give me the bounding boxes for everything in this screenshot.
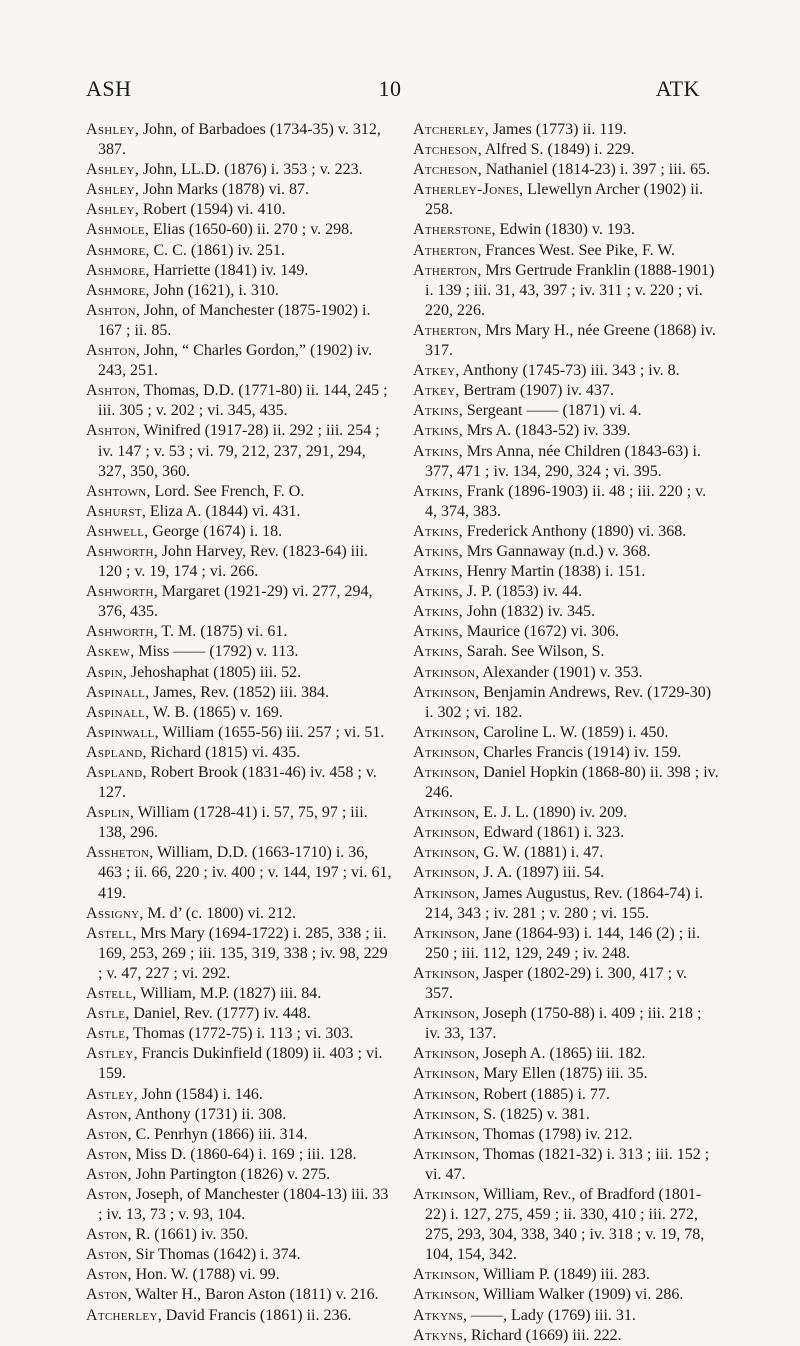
entry-details: , Robert (1594) vi. 410. (134, 201, 286, 219)
entry-details: , John (1584) i. 146. (133, 1085, 263, 1103)
index-entry (413, 562, 719, 582)
entry-name: Ashton (86, 301, 136, 319)
index-entry (413, 241, 719, 261)
entry-details: , Thomas (1798) iv. 212. (475, 1125, 633, 1143)
entry-details: , ——, Lady (1769) iii. 31. (463, 1306, 636, 1324)
header-right-guide-word: ATK (655, 76, 700, 101)
index-entry (413, 1145, 719, 1185)
entry-details: , Nathaniel (1814-23) i. 397 ; iii. 65. (477, 161, 711, 179)
entry-details: , William P. (1849) iii. 283. (475, 1266, 650, 1284)
index-entry (86, 261, 392, 281)
entry-details: , John Marks (1878) vi. 87. (134, 181, 310, 199)
index-entry (86, 1105, 392, 1125)
index-entry (86, 843, 392, 903)
entry-name: Atkins (413, 542, 459, 560)
index-entry (86, 421, 392, 481)
index-entry (86, 1285, 392, 1305)
entry-details: , Alfred S. (1849) i. 229. (477, 141, 635, 159)
entry-name: Atkins (413, 643, 459, 661)
entry-details: , Richard (1815) vi. 435. (142, 743, 301, 761)
entry-name: Aspinall (86, 703, 146, 721)
entry-details: , John, LL.D. (1876) i. 353 ; v. 223. (134, 161, 363, 179)
index-entry (86, 582, 392, 622)
index-entry (86, 1185, 392, 1225)
index-entry (86, 160, 392, 180)
entry-name: Ashton (86, 422, 136, 440)
index-entry (413, 924, 719, 964)
entry-name: Atherstone (413, 221, 492, 239)
entry-name: Asplin (86, 804, 130, 822)
index-entry (86, 1265, 392, 1285)
entry-details: , Frances West. See Pike, F. W. (477, 241, 675, 259)
index-entry (413, 1085, 719, 1105)
entry-name: Askew (86, 643, 131, 661)
entry-name: Atkins (413, 563, 459, 581)
entry-name: Atkins (413, 482, 459, 500)
entry-details: , Bertram (1907) iv. 437. (455, 382, 614, 400)
index-entry (86, 1165, 392, 1185)
entry-details: , John (1832) iv. 345. (458, 603, 596, 621)
index-entry (86, 1125, 392, 1145)
entry-name: Atkinson (413, 663, 476, 681)
index-entry (413, 642, 719, 662)
entry-details: , Mary Ellen (1875) iii. 35. (475, 1065, 648, 1083)
entry-name: Atherley-Jones (413, 181, 520, 199)
entry-name: Aspland (86, 743, 143, 761)
index-entry (86, 703, 392, 723)
entry-details: , C. Penrhyn (1866) iii. 314. (127, 1125, 308, 1143)
index-entry (413, 1265, 719, 1285)
index-entry (413, 823, 719, 843)
index-entry (86, 984, 392, 1004)
index-entry (86, 723, 392, 743)
entry-details: , Mrs Anna, née Children (1843-63) i. 377, 471 ; iv. 134, 290, 324 ; vi. 395. (425, 442, 701, 480)
entry-name: Ashmore (86, 241, 146, 259)
index-entry (86, 803, 392, 843)
entry-details: , T. M. (1875) vi. 61. (153, 623, 288, 641)
entry-name: Ashley (86, 161, 135, 179)
entry-details: , Mrs Mary (1694-1722) i. 285, 338 ; ii. 169, 253, 269 ; iii. 135, 319, 338 ; iv. 98, 229 ; v. 47, 227 ; vi. 292. (98, 924, 388, 982)
entry-name: Aston (86, 1246, 128, 1264)
entry-details: , James (1773) ii. 119. (484, 121, 627, 138)
entry-name: Aston (86, 1185, 128, 1203)
entry-name: Atkey (413, 362, 456, 380)
entry-details: , R. (1661) iv. 350. (127, 1226, 249, 1244)
entry-name: Astley (86, 1085, 134, 1103)
entry-name: Ashwell (86, 522, 145, 540)
entry-details: , Lord. See French, F. O. (146, 482, 305, 500)
entry-name: Aspinwall (86, 723, 155, 741)
entry-name: Ashton (86, 382, 136, 400)
entry-details: , John, “ Charles Gordon,” (1902) iv. 243, 251. (98, 342, 373, 380)
index-entry (413, 663, 719, 683)
entry-details: , Llewellyn Archer (1902) ii. 258. (425, 181, 704, 219)
entry-name: Astle (86, 1005, 126, 1023)
entry-name: Atkins (413, 422, 459, 440)
entry-details: , Sarah. See Wilson, S. (458, 643, 605, 661)
index-entry (86, 1145, 392, 1165)
entry-name: Atcheson (413, 141, 478, 159)
entry-details: , Harriette (1841) iv. 149. (145, 261, 309, 279)
entry-details: , Winifred (1917-28) ii. 292 ; iii. 254 ; iv. 147 ; v. 53 ; vi. 79, 212, 237, 291, 294, 327, 350, 360. (98, 422, 380, 480)
entry-name: Ashley (86, 121, 135, 138)
index-entry (86, 743, 392, 763)
index-entry (86, 542, 392, 582)
entry-name: Atkins (413, 442, 459, 460)
index-entry (86, 904, 392, 924)
entry-details: , Frank (1896-1903) ii. 48 ; iii. 220 ; v. 4, 374, 383. (425, 482, 707, 520)
index-entry (86, 482, 392, 502)
index-entry (413, 763, 719, 803)
entry-details: , E. J. L. (1890) iv. 209. (475, 804, 628, 822)
index-entry (413, 421, 719, 441)
entry-name: Atcherley (413, 121, 485, 138)
entry-name: Ashton (86, 342, 136, 360)
index-entry (413, 261, 719, 321)
entry-name: Astle (86, 1025, 126, 1043)
index-entry (86, 622, 392, 642)
entry-details: , J. A. (1897) iii. 54. (475, 864, 605, 882)
entry-details: , William, D.D. (1663-1710) i. 36, 463 ; ii. 66, 220 ; iv. 400 ; v. 144, 197 ; vi. 61, 419. (98, 844, 392, 902)
entry-name: Atkins (413, 583, 459, 601)
entry-name: Aspin (86, 663, 123, 681)
entry-name: Ashworth (86, 583, 154, 601)
entry-name: Atkinson (413, 864, 476, 882)
entry-name: Atkinson (413, 723, 476, 741)
entry-name: Astell (86, 924, 133, 942)
entry-name: Atkins (413, 603, 459, 621)
entry-details: , John Partington (1826) v. 275. (127, 1165, 331, 1183)
index-entry (413, 884, 719, 924)
entry-name: Atkinson (413, 884, 476, 902)
entry-details: , Margaret (1921-29) vi. 277, 294, 376, 435. (98, 583, 373, 621)
entry-details: , Alexander (1901) v. 353. (475, 663, 643, 681)
entry-details: , S. (1825) v. 381. (475, 1105, 590, 1123)
entry-name: Atkinson (413, 824, 476, 842)
index-entry (413, 1185, 719, 1265)
entry-details: , Walter H., Baron Aston (1811) v. 216. (127, 1286, 379, 1304)
entry-name: Atherton (413, 321, 478, 339)
entry-details: , C. C. (1861) iv. 251. (145, 241, 285, 259)
entry-details: , Jasper (1802-29) i. 300, 417 ; v. 357. (425, 964, 688, 1003)
entry-details: , Elias (1650-60) ii. 270 ; v. 298. (144, 221, 354, 239)
entry-name: Atkinson (413, 1286, 476, 1304)
entry-details: , William Walker (1909) vi. 286. (475, 1286, 684, 1304)
index-entry (413, 1285, 719, 1305)
index-entry (86, 683, 392, 703)
entry-name: Aspinall (86, 683, 146, 701)
entry-details: , Thomas (1772-75) i. 113 ; vi. 303. (125, 1025, 354, 1043)
entry-name: Atkinson (413, 1085, 476, 1103)
entry-details: , Thomas (1821-32) i. 313 ; iii. 152 ; vi. 47. (425, 1145, 710, 1183)
entry-name: Atkinson (413, 1185, 476, 1203)
index-entry (413, 361, 719, 381)
index-entry (86, 341, 392, 381)
index-entry (413, 622, 719, 642)
entry-name: Atherton (413, 241, 478, 259)
entry-name: Atkins (413, 522, 459, 540)
index-entry (413, 964, 719, 1004)
entry-name: Ashtown (86, 482, 147, 500)
entry-name: Atcheson (413, 161, 478, 179)
index-column-left (86, 120, 392, 1326)
index-column-right (413, 120, 719, 1346)
index-entry (86, 1044, 392, 1084)
entry-details: , Jane (1864-93) i. 144, 146 (2) ; ii. 250 ; iii. 112, 129, 249 ; iv. 248. (425, 924, 701, 962)
index-entry (413, 1064, 719, 1084)
index-entry (86, 381, 392, 421)
entry-details: , Mrs Mary H., née Greene (1868) iv. 317. (425, 321, 716, 360)
entry-details: , David Francis (1861) ii. 236. (157, 1306, 352, 1324)
entry-details: , James, Rev. (1852) iii. 384. (145, 683, 330, 701)
entry-name: Atkinson (413, 804, 476, 822)
entry-name: Ashmole (86, 221, 145, 239)
index-entry (413, 1326, 719, 1346)
index-entry (413, 542, 719, 562)
entry-name: Atkinson (413, 743, 476, 761)
index-entry (413, 602, 719, 622)
entry-name: Ashmore (86, 281, 146, 299)
entry-details: , Thomas, D.D. (1771-80) ii. 144, 245 ; iii. 305 ; v. 202 ; vi. 345, 435. (98, 382, 388, 420)
entry-name: Atkins (413, 402, 459, 420)
running-header (80, 76, 700, 106)
entry-name: Atkinson (413, 1125, 476, 1143)
index-entry (413, 1044, 719, 1064)
entry-details: , Joseph, of Manchester (1804-13) iii. 33 ; iv. 13, 73 ; v. 93, 104. (98, 1185, 389, 1224)
entry-name: Atkey (413, 382, 456, 400)
entry-details: , Eliza A. (1844) vi. 431. (141, 502, 301, 520)
index-entry (86, 200, 392, 220)
entry-name: Ashley (86, 201, 135, 219)
entry-name: Atkinson (413, 764, 476, 781)
entry-details: , Miss D. (1860-64) i. 169 ; iii. 128. (127, 1145, 357, 1163)
entry-details: , John Harvey, Rev. (1823-64) iii. 120 ; v. 19, 174 ; vi. 266. (98, 542, 369, 581)
entry-name: Aspland (86, 764, 143, 781)
index-entry (86, 522, 392, 542)
header-left-guide-word: ASH (86, 76, 132, 101)
entry-details: , Mrs Gertrude Franklin (1888-1901) i. 139 ; iii. 31, 43, 397 ; iv. 311 ; v. 220 ; vi. 220, 226. (425, 261, 715, 319)
index-entry (86, 1085, 392, 1105)
entry-details: , William, Rev., of Bradford (1801-22) i. 127, 275, 459 ; ii. 330, 410 ; iii. 272, 275, 293, 304, 338, 340 ; iv. 318 ; v. 19, 78, 104, 154, 342. (425, 1185, 705, 1264)
entry-details: , Joseph (1750-88) i. 409 ; iii. 218 ; iv. 33, 137. (425, 1005, 702, 1043)
index-entry (413, 723, 719, 743)
entry-details: , W. B. (1865) v. 169. (145, 703, 283, 721)
entry-name: Atkinson (413, 1105, 476, 1123)
entry-details: , Maurice (1672) vi. 306. (458, 623, 620, 641)
entry-details: , Charles Francis (1914) iv. 159. (475, 743, 682, 761)
index-entry (413, 482, 719, 522)
index-entry (86, 663, 392, 683)
entry-details: , Frederick Anthony (1890) vi. 368. (458, 522, 687, 540)
index-entry (413, 442, 719, 482)
entry-name: Aston (86, 1105, 128, 1123)
index-entry (86, 301, 392, 341)
index-entry (86, 1225, 392, 1245)
entry-details: , Sir Thomas (1642) i. 374. (127, 1246, 301, 1264)
index-entry (86, 763, 392, 803)
entry-name: Atkinson (413, 844, 476, 862)
entry-details: , Miss —— (1792) v. 113. (130, 643, 299, 661)
entry-name: Astell (86, 985, 133, 1003)
index-entry (86, 1245, 392, 1265)
entry-name: Atkinson (413, 1266, 476, 1284)
index-entry (86, 1306, 392, 1326)
index-entry (413, 120, 719, 140)
index-entry (413, 160, 719, 180)
entry-details: , John, of Barbadoes (1734-35) v. 312, 387. (98, 121, 381, 159)
index-entry (413, 220, 719, 240)
entry-details: , Caroline L. W. (1859) i. 450. (475, 723, 669, 741)
entry-details: , Daniel Hopkin (1868-80) ii. 398 ; iv. 246. (425, 764, 719, 802)
entry-name: Atcherley (86, 1306, 158, 1324)
entry-name: Atkinson (413, 1045, 476, 1063)
entry-details: , Robert (1885) i. 77. (475, 1085, 610, 1103)
entry-name: Atkins (413, 623, 459, 641)
index-entry (413, 401, 719, 421)
entry-name: Assigny (86, 904, 140, 922)
entry-details: , Richard (1669) iii. 222. (463, 1326, 622, 1344)
index-entry (86, 1004, 392, 1024)
entry-details: , Daniel, Rev. (1777) iv. 448. (125, 1005, 311, 1023)
index-entry (413, 803, 719, 823)
entry-name: Ashmore (86, 261, 146, 279)
entry-details: , Mrs A. (1843-52) iv. 339. (458, 422, 631, 440)
entry-name: Aston (86, 1226, 128, 1244)
entry-details: , George (1674) i. 18. (144, 522, 283, 540)
index-entry (413, 743, 719, 763)
index-entry (86, 220, 392, 240)
entry-name: Atkinson (413, 1145, 476, 1163)
entry-name: Astley (86, 1045, 134, 1063)
entry-name: Ashworth (86, 623, 154, 641)
entry-details: , William (1728-41) i. 57, 75, 97 ; iii. 138, 296. (98, 804, 368, 842)
entry-name: Ashley (86, 181, 135, 199)
entry-details: , James Augustus, Rev. (1864-74) i. 214, 343 ; iv. 281 ; v. 280 ; vi. 155. (425, 884, 704, 922)
entry-details: , John, of Manchester (1875-1902) i. 167 ; ii. 85. (98, 301, 371, 339)
entry-name: Ashworth (86, 542, 154, 560)
entry-details: , William, M.P. (1827) iii. 84. (132, 985, 322, 1003)
entry-name: Assheton (86, 844, 150, 862)
index-entry (86, 120, 392, 160)
entry-name: Atkinson (413, 1065, 476, 1083)
entry-name: Aston (86, 1266, 128, 1284)
entry-name: Atkyns (413, 1306, 464, 1324)
index-entry (86, 502, 392, 522)
index-entry (413, 863, 719, 883)
page-number: 10 (378, 76, 402, 101)
index-entry (413, 1004, 719, 1044)
entry-name: Aston (86, 1286, 128, 1304)
index-entry (413, 180, 719, 220)
entry-details: , Robert Brook (1831-46) iv. 458 ; v. 127. (98, 764, 377, 802)
entry-details: , William (1655-56) iii. 257 ; vi. 51. (154, 723, 385, 741)
index-entry (413, 1125, 719, 1145)
entry-details: , Benjamin Andrews, Rev. (1729-30) i. 302 ; vi. 182. (425, 683, 712, 721)
index-entry (86, 180, 392, 200)
index-entry (413, 522, 719, 542)
entry-details: , Anthony (1731) ii. 308. (127, 1105, 287, 1123)
entry-name: Aston (86, 1165, 128, 1183)
index-entry (86, 642, 392, 662)
index-entry (86, 924, 392, 984)
entry-details: , Hon. W. (1788) vi. 99. (127, 1266, 280, 1284)
entry-details: , Mrs Gannaway (n.d.) v. 368. (458, 542, 651, 560)
index-entry (86, 281, 392, 301)
index-entry (86, 241, 392, 261)
index-entry (413, 1306, 719, 1326)
entry-name: Aston (86, 1145, 128, 1163)
index-entry (413, 381, 719, 401)
entry-name: Atherton (413, 261, 478, 279)
index-entry (86, 1024, 392, 1044)
entry-name: Ashurst (86, 502, 142, 520)
entry-details: , J. P. (1853) iv. 44. (458, 583, 583, 601)
index-entry (413, 582, 719, 602)
entry-name: Atkinson (413, 964, 476, 982)
entry-details: , Edward (1861) i. 323. (475, 824, 625, 842)
index-entry (413, 843, 719, 863)
entry-name: Atkyns (413, 1326, 464, 1344)
index-entry (413, 683, 719, 723)
index-entry (413, 321, 719, 361)
entry-details: , Henry Martin (1838) i. 151. (458, 563, 646, 581)
entry-name: Atkinson (413, 924, 476, 942)
entry-details: , G. W. (1881) i. 47. (475, 844, 604, 862)
entry-details: , John (1621), i. 310. (145, 281, 279, 299)
index-entry (413, 1105, 719, 1125)
entry-details: , Jehoshaphat (1805) iii. 52. (122, 663, 302, 681)
entry-details: , Anthony (1745-73) iii. 343 ; iv. 8. (455, 362, 680, 380)
entry-details: , Francis Dukinfield (1809) ii. 403 ; vi. 159. (98, 1045, 383, 1083)
entry-details: , M. d’ (c. 1800) vi. 212. (139, 904, 296, 922)
entry-details: , Joseph A. (1865) iii. 182. (475, 1045, 646, 1063)
entry-name: Aston (86, 1125, 128, 1143)
entry-name: Atkinson (413, 1005, 476, 1023)
entry-details: , Sergeant —— (1871) vi. 4. (458, 402, 642, 420)
entry-details: , Edwin (1830) v. 193. (491, 221, 635, 239)
index-entry (413, 140, 719, 160)
entry-name: Atkinson (413, 683, 476, 701)
